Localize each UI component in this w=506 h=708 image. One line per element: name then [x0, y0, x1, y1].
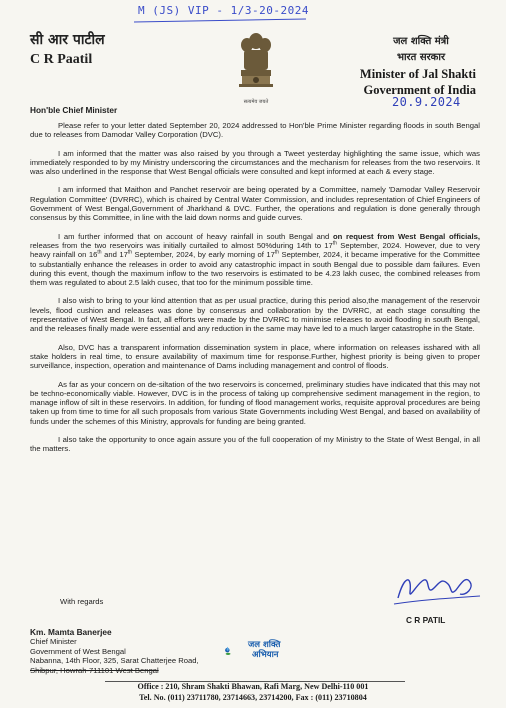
emblem-caption: सत्यमेव जयते [243, 99, 269, 105]
p4-text-d: and 17 [101, 250, 128, 260]
paragraph-6: Also, DVC has a transparent information dissemination system in place, where information on releases isshared with all stake holders in real time, to ensure availability of maximum time for response.Further, highest priority is being given to proper surveillance, inspection, operation and maintenance of Dams including management and control of floods. [30, 342, 480, 371]
closing: With regards [60, 597, 104, 606]
footer [0, 681, 506, 703]
paragraph-4 [30, 232, 480, 288]
p4-sup-4: th [274, 249, 280, 256]
p4-text-c: September, 2024. However, due to very heavy rainfall on 16 [30, 240, 480, 260]
p4-text-a: I am further informed that on account of heavy rainfall in south Bengal and [58, 231, 333, 241]
paragraph-5: I also wish to bring to your kind attention that as per usual practice, during this period also,the management of the reservoir levels, flood cushion and releases was done by consensus and collaboration by the DVRRC, at each stage consulting the representative of West Bengal. In fact, all efforts were made by the DVRRC to minimise releases to avoid flooding in south Bengal, and the releases finally made were essential and any reduction in the same may have led to a much larger catastrophe in the State. [30, 296, 480, 334]
logo-text-line1: जल शक्ति [248, 640, 281, 650]
p4-text-f: September, 2024, it became imperative for the Committee to substantially enhance the releases in order to avoid any catastrophic impact in south Bengal due to possible dam failures. Even during this event, though the maximum inflow to the two reservoirs is estimated to be 4.23 lakh cusec, the combined releases from them was regulated to about 2.5 lakh cusec, that too for the minimum possible time. [30, 250, 481, 288]
signature-icon [390, 568, 482, 608]
recipient-line-4: Shibpur, Howrah-711101 West Bengal [30, 665, 159, 675]
jal-shakti-abhiyan-logo-icon [224, 638, 250, 666]
handwritten-date: 20.9.2024 [392, 95, 461, 109]
p4-sup-1: th [332, 240, 337, 247]
letter-body [30, 121, 480, 463]
p4-sup-2: th [97, 249, 102, 256]
paragraph-8: I also take the opportunity to once again assure you of the full cooperation of my Ministry to the State of West Bengal, in all the matters. [30, 435, 480, 454]
recipient-line-1: Chief Minister [30, 637, 77, 647]
logo-text-line2: अभियान [252, 650, 279, 660]
salutation: Hon'ble Chief Minister [30, 105, 118, 115]
ministry-english-line2: Government of India [363, 83, 476, 97]
paragraph-1: Please refer to your letter dated September 20, 2024 addressed to Hon'ble Prime Minister regarding floods in south Bengal due to releases from Damodar Valley Corporation (DVC). [30, 121, 480, 140]
recipient-line-2: Government of West Bengal [30, 646, 126, 656]
sender-name-block [30, 30, 105, 68]
signatory-name: C R PATIL [406, 615, 446, 625]
paragraph-2: I am informed that the matter was also raised by you through a Tweet yesterday highlighting the same issue, which was immediately responded to by my Ministry underscoring the circumstances and the mechanism for releases from the two reservoirs. It was also underlined in the response that West Bengal officials were consulted and kept informed at each & every stage. [30, 148, 480, 177]
recipient-line-3: Nabanna, 14th Floor, 325, Sarat Chatterjee Road, [30, 656, 199, 666]
ministry-hindi-line1: जल शक्ति मंत्री [393, 36, 449, 47]
paragraph-3: I am informed that Maithon and Panchet reservoir are being operated by a Committee, namely 'Damodar Valley Reservoir Regulation Committee' (DVRRC), which is chaired by Central Water Commission, and includes representation of Chief Engineers of Government of West Bengal,Government of Jharkhand & DVC. Further, the operations and regulation is done generally through consensus by this Committee, in line with the laid down norms and guide curves. [30, 185, 480, 223]
sender-name-hindi: सी आर पाटील [30, 32, 105, 48]
footer-office-address: Office : 210, Shram Shakti Bhawan, Rafi Marg, New Delhi-110 001 [137, 682, 369, 691]
recipient-name: Km. Mamta Banerjee [30, 627, 112, 637]
ministry-block [326, 33, 476, 98]
p4-bold-phrase: on request from West Bengal officials, [332, 231, 480, 241]
sender-name-english: C R Paatil [30, 52, 93, 67]
p4-text-b: releases from the two reservoirs was initially curtailed to almost 50%during 14th to 17 [30, 240, 333, 250]
ministry-hindi-line2: भारत सरकार [396, 52, 446, 63]
recipient-address [30, 628, 199, 675]
footer-telephone: Tel. No. (011) 23711780, 23714663, 23714200, Fax : (011) 23710804 [139, 693, 367, 702]
reference-underline [134, 18, 306, 22]
p4-text-e: September, 2024, by early morning of 17 [132, 250, 275, 260]
national-emblem-icon [236, 30, 276, 100]
paragraph-7: As far as your concern on de-siltation of the two reservoirs is concerned, preliminary studies have indicated that this may not be techno-economically viable. However, DVC is in the process of taking up comprehensive sediment management in the region, to manage inflow of silt in these reservoirs. In addition, for funding of flood management works, requisite approval procedures are being taken up from time to time for all such proposals from various State Governments including West Bengal, and based on availability of funds under the schemes of this Ministry, approvals for funding are being granted. [30, 379, 480, 426]
ministry-english-line1: Minister of Jal Shakti [359, 67, 476, 81]
p4-sup-3: th [127, 249, 133, 256]
handwritten-reference: M (JS) VIP - 1/3-20-2024 [138, 4, 309, 17]
jal-shakti-logo-text [248, 640, 280, 660]
